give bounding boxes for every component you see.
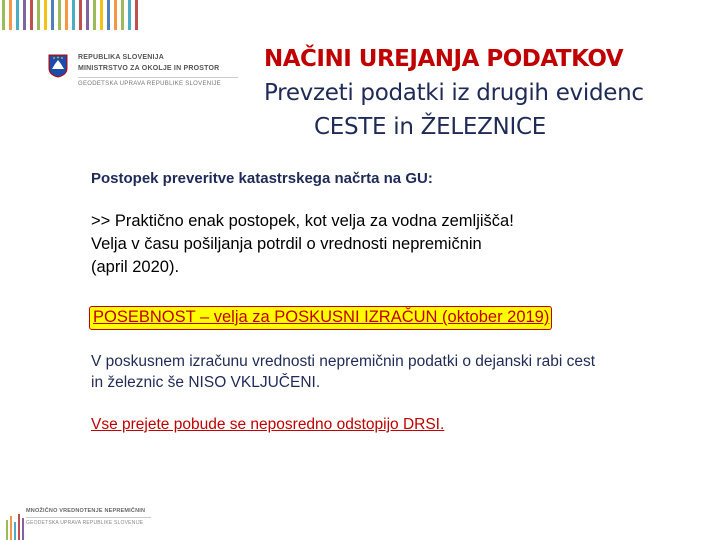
slide-title: NAČINI UREJANJA PODATKOV [264, 46, 624, 72]
paragraph-line: V poskusnem izračunu vrednosti nepremičnin podatki o dejanski rabi cest [91, 353, 596, 370]
paragraph-line: Velja v času pošiljanja potrdil o vrednosti nepremičnin [91, 235, 482, 253]
section-heading: Postopek preveritve katastrskega načrta na GU: [91, 170, 433, 187]
logo-agency-text: GEODETSKA UPRAVA REPUBLIKE SLOVENIJE [78, 81, 221, 87]
slovenia-crest-icon [48, 54, 68, 78]
bottom-logo-title: MNOŽIČNO VREDNOTENJE NEPREMIČNIN [26, 508, 146, 514]
paragraph-trial-calculation [91, 351, 595, 393]
paragraph-procedure [91, 210, 514, 279]
paragraph-line: in železnic še NISO VKLJUČENI. [91, 374, 321, 391]
bottom-logo-divider [26, 517, 151, 518]
decorative-stripes-top [0, 0, 150, 30]
slide-subtitle: Prevzeti podatki iz drugih evidenc [264, 80, 644, 106]
paragraph-drsi-note: Vse prejete pobude se neposredno odstopijo DRSI. [91, 416, 445, 433]
slide-subtitle-topic: CESTE in ŽELEZNICE [314, 114, 546, 140]
logo-republic-text: REPUBLIKA SLOVENIJA [78, 54, 164, 61]
bottom-logo [26, 508, 166, 530]
ministry-logo [48, 52, 238, 96]
highlighted-note: POSEBNOST – velja za POSKUSNI IZRAČUN (oktober 2019) [89, 306, 552, 330]
logo-divider [78, 77, 238, 78]
logo-ministry-text: MINISTRSTVO ZA OKOLJE IN PROSTOR [78, 65, 220, 72]
paragraph-line: (april 2020). [91, 258, 180, 276]
bottom-logo-agency: GEODETSKA UPRAVA REPUBLIKE SLOVENIJE [26, 520, 144, 526]
paragraph-line: >> Praktično enak postopek, kot velja za vodna zemljišča! [91, 212, 514, 230]
